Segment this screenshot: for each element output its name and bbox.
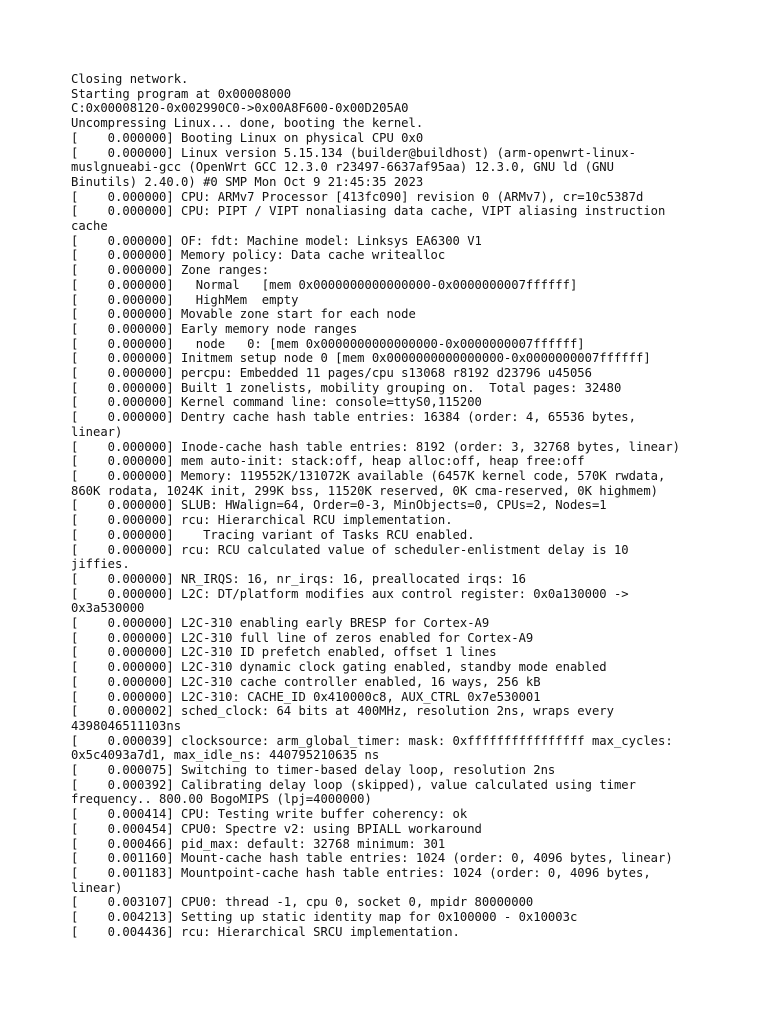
log-line: 0x5c4093a7d1, max_idle_ns: 440795210635 ns (71, 748, 380, 763)
log-line: [ 0.000000] L2C-310 dynamic clock gating enabled, standby mode enabled (71, 660, 607, 675)
log-line: Starting program at 0x00008000 (71, 86, 292, 101)
log-line: [ 0.000466] pid_max: default: 32768 minimum: 301 (71, 836, 446, 851)
log-line: [ 0.000000] rcu: RCU calculated value of scheduler-enlistment delay is 10 (71, 542, 629, 557)
log-line: [ 0.000000] CPU: PIPT / VIPT nonaliasing data cache, VIPT aliasing instruction (71, 204, 666, 219)
log-line: [ 0.000000] L2C: DT/platform modifies aux control register: 0x0a130000 -> (71, 586, 629, 601)
log-line: linear) (71, 880, 123, 895)
log-line: C:0x00008120-0x002990C0->0x00A8F600-0x00D205A0 (71, 101, 409, 116)
log-line: Uncompressing Linux... done, booting the kernel. (71, 116, 424, 131)
log-line: [ 0.000392] Calibrating delay loop (skipped), value calculated using timer (71, 777, 636, 792)
log-line: [ 0.000000] mem auto-init: stack:off, heap alloc:off, heap free:off (71, 454, 585, 469)
log-line: muslgnueabi-gcc (OpenWrt GCC 12.3.0 r23497-6637af95aa) 12.3.0, GNU ld (GNU (71, 160, 614, 175)
log-line: [ 0.000000] Booting Linux on physical CPU 0x0 (71, 130, 424, 145)
log-line: [ 0.000000] L2C-310 full line of zeros enabled for Cortex-A9 (71, 630, 534, 645)
log-line: [ 0.000000] L2C-310 cache controller enabled, 16 ways, 256 kB (71, 674, 541, 689)
log-line: [ 0.000454] CPU0: Spectre v2: using BPIALL workaround (71, 821, 482, 836)
log-line: [ 0.000000] node 0: [mem 0x0000000000000000-0x0000000007ffffff] (71, 336, 585, 351)
log-line: [ 0.000000] Movable zone start for each node (71, 307, 416, 322)
log-line: [ 0.000075] Switching to timer-based delay loop, resolution 2ns (71, 763, 556, 778)
log-line: linear) (71, 424, 123, 439)
log-line: [ 0.000000] Memory policy: Data cache writealloc (71, 248, 446, 263)
log-line: Closing network. (71, 72, 189, 86)
log-line: [ 0.000000] Linux version 5.15.134 (builder@buildhost) (arm-openwrt-linux- (71, 145, 636, 160)
boot-log-text (71, 72, 711, 939)
log-line: 4398046511103ns (71, 718, 182, 733)
log-line: [ 0.000000] Kernel command line: console=ttyS0,115200 (71, 395, 482, 410)
log-line: [ 0.000000] Early memory node ranges (71, 321, 358, 336)
log-line: [ 0.000000] L2C-310 enabling early BRESP for Cortex-A9 (71, 616, 490, 631)
log-line: jiffies. (71, 557, 130, 572)
log-line: [ 0.003107] CPU0: thread -1, cpu 0, socket 0, mpidr 80000000 (71, 895, 534, 910)
log-line: [ 0.000039] clocksource: arm_global_timer: mask: 0xffffffffffffffff max_cycles: (71, 733, 673, 748)
log-line: [ 0.000000] Initmem setup node 0 [mem 0x0000000000000000-0x0000000007ffffff] (71, 351, 651, 366)
log-line: Binutils) 2.40.0) #0 SMP Mon Oct 9 21:45:35 2023 (71, 174, 424, 189)
log-line: [ 0.000000] percpu: Embedded 11 pages/cpu s13068 r8192 d23796 u45056 (71, 366, 592, 381)
log-line: 860K rodata, 1024K init, 299K bss, 11520K reserved, 0K cma-reserved, 0K highmem) (71, 483, 658, 498)
log-line: [ 0.000000] Zone ranges: (71, 263, 270, 278)
log-line: [ 0.000000] NR_IRQS: 16, nr_irqs: 16, preallocated irqs: 16 (71, 571, 526, 586)
log-line: [ 0.000000] OF: fdt: Machine model: Linksys EA6300 V1 (71, 233, 482, 248)
log-line: [ 0.000000] Memory: 119552K/131072K available (6457K kernel code, 570K rwdata, (71, 468, 666, 483)
log-line: [ 0.000000] Normal [mem 0x0000000000000000-0x0000000007ffffff] (71, 277, 578, 292)
log-line: [ 0.000000] Dentry cache hash table entries: 16384 (order: 4, 65536 bytes, (71, 410, 636, 425)
log-line: [ 0.004213] Setting up static identity map for 0x100000 - 0x10003c (71, 910, 578, 925)
log-line: [ 0.000000] L2C-310: CACHE_ID 0x410000c8, AUX_CTRL 0x7e530001 (71, 689, 541, 704)
log-line: frequency.. 800.00 BogoMIPS (lpj=4000000) (71, 792, 372, 807)
log-line: [ 0.000000] L2C-310 ID prefetch enabled, offset 1 lines (71, 645, 497, 660)
log-line: [ 0.000414] CPU: Testing write buffer coherency: ok (71, 807, 468, 822)
log-line: [ 0.000000] HighMem empty (71, 292, 299, 307)
log-line: [ 0.000000] Built 1 zonelists, mobility grouping on. Total pages: 32480 (71, 380, 622, 395)
log-line: [ 0.001160] Mount-cache hash table entries: 1024 (order: 0, 4096 bytes, linear) (71, 851, 673, 866)
log-line: [ 0.000000] rcu: Hierarchical RCU implementation. (71, 513, 453, 528)
log-line: [ 0.000000] CPU: ARMv7 Processor [413fc090] revision 0 (ARMv7), cr=10c5387d (71, 189, 644, 204)
log-line: [ 0.000002] sched_clock: 64 bits at 400MHz, resolution 2ns, wraps every (71, 704, 614, 719)
log-line: [ 0.001183] Mountpoint-cache hash table entries: 1024 (order: 0, 4096 bytes, (71, 865, 651, 880)
log-line: [ 0.000000] Tracing variant of Tasks RCU enabled. (71, 527, 475, 542)
log-line: [ 0.000000] Inode-cache hash table entries: 8192 (order: 3, 32768 bytes, linear) (71, 439, 681, 454)
log-line: [ 0.000000] SLUB: HWalign=64, Order=0-3, MinObjects=0, CPUs=2, Nodes=1 (71, 498, 607, 513)
log-line: cache (71, 219, 108, 234)
log-line: [ 0.004436] rcu: Hierarchical SRCU implementation. (71, 924, 460, 939)
log-line: 0x3a530000 (71, 601, 145, 616)
